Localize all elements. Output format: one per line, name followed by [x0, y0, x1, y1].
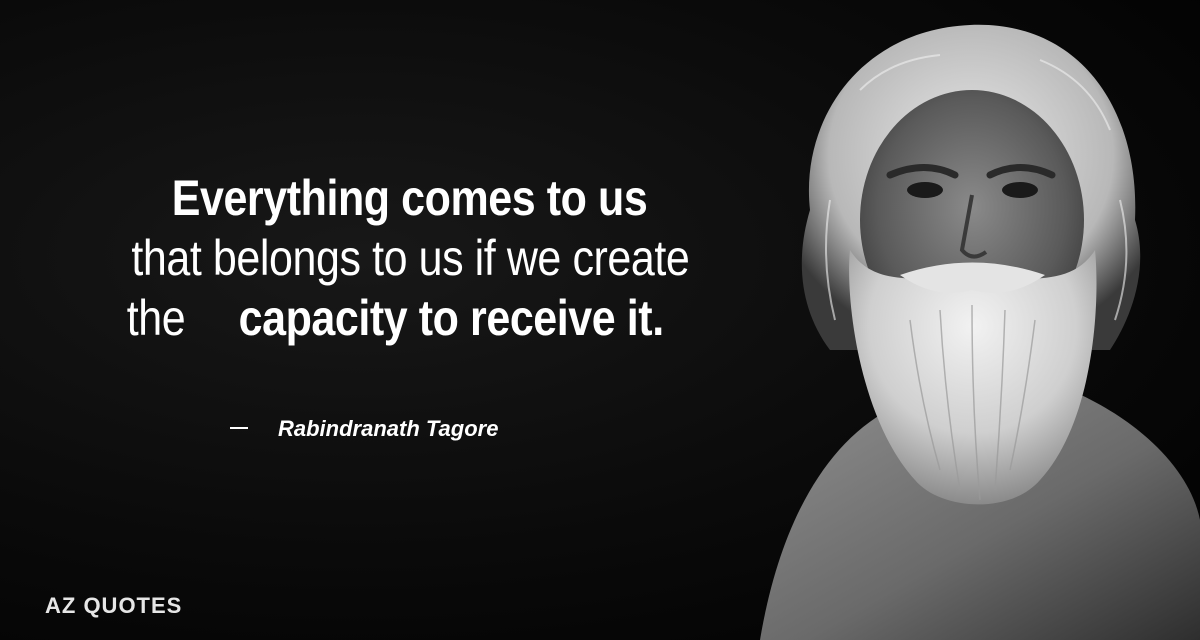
- quote-line-3-regular: the: [126, 290, 186, 346]
- quote-line-3: [60, 288, 760, 348]
- logo-text: AZ QUOTES: [45, 593, 183, 618]
- author-portrait: [740, 0, 1200, 640]
- azquotes-logo[interactable]: [45, 592, 182, 620]
- quote-line-2-text: that belongs to us if we create: [131, 230, 689, 286]
- quote-text: [60, 168, 760, 348]
- attribution-dash: [230, 427, 248, 429]
- quote-line-3-bold: capacity to receive it.: [238, 290, 664, 346]
- quote-line-2: [60, 228, 760, 288]
- quote-line-1: [60, 168, 760, 228]
- author-attribution: [230, 416, 498, 442]
- quote-line-1-text: Everything comes to us: [172, 170, 648, 226]
- right-eye: [1002, 182, 1038, 198]
- left-eye: [907, 182, 943, 198]
- author-name[interactable]: Rabindranath Tagore: [278, 416, 499, 441]
